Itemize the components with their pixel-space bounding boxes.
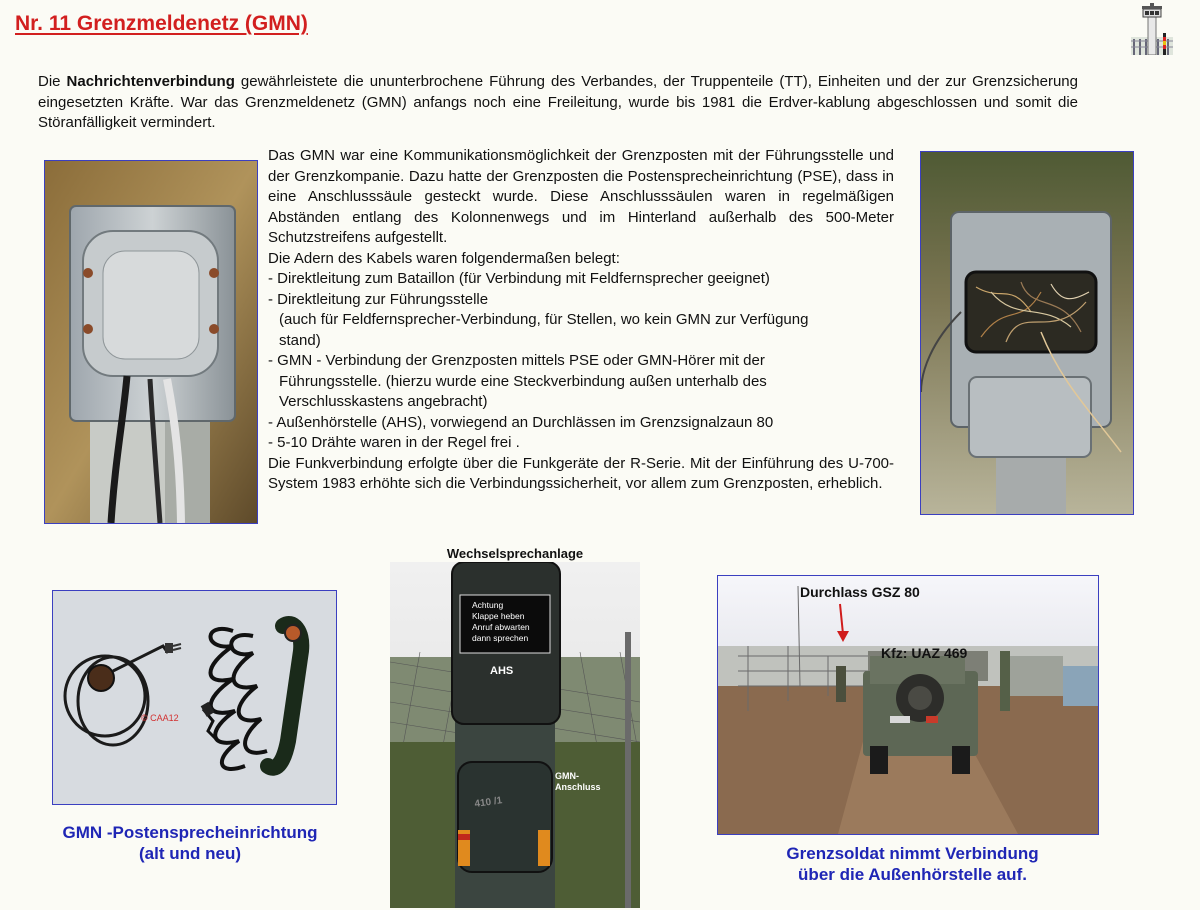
list-item: - Direktleitung zum Bataillon (für Verbindung mit Feldfernsprecher geeignet) — [268, 270, 770, 287]
ahs-label: AHS — [490, 665, 514, 677]
gate-label-kfz: Kfz: UAZ 469 — [881, 645, 968, 661]
list-item-cont: Verschlusskastens angebracht) — [279, 393, 488, 410]
photo-connection-box-closed — [44, 160, 258, 524]
page-title: Nr. 11 Grenzmeldenetz (GMN) — [15, 12, 308, 35]
photo-connection-box-open — [920, 151, 1134, 515]
photo-gate-vehicle — [717, 575, 1099, 835]
body-paragraph-1: Das GMN war eine Kommunikationsmöglichkeit der Grenzposten mit der Führungsstelle und der Grenzkompanie. Dazu hatte der Grenzposten die Postensprecheinrichtung (PSE), dass in eine Anschlusssäule gesteckt wurde. Diese Anschlusssäulen waren in regelmäßigen Abständen entlang des Kolonnenwegs und im Hinterland außerhalb des 500-Meter Schutzstreifens aufgestellt. — [268, 147, 894, 246]
ahs-sign-line: Anruf abwarten — [472, 622, 530, 632]
pse-caption: GMN -Postensprecheinrichtung (alt und neu) — [62, 823, 318, 863]
gmn-connector-label: Anschluss — [555, 782, 601, 792]
photo-ahs-device — [390, 562, 640, 908]
list-item-cont: stand) — [279, 331, 321, 349]
intro-bold-term: Nachrichtenverbindung — [66, 73, 235, 90]
gate-label-durchlass: Durchlass GSZ 80 — [800, 584, 920, 600]
intro-paragraph: Die Nachrichtenverbindung gewährleistete die ununterbrochene Führung des Verbandes, der Truppenteile (TT), Einheiten und der zur Grenzsicherung eingesetzten Kräfte. War das Grenzmeldenetz (GMN) anfangs noch eine Freileitung, wurde bis 1981 die Erdver-kablung abgeschlossen und somit die Störanfälligkeit vermindert. — [38, 73, 1078, 131]
photo-pse-handsets — [52, 590, 337, 805]
gmn-connector-label: GMN- — [555, 771, 579, 781]
ahs-number-plate: 410 /1 — [473, 795, 503, 810]
list-item: - Direktleitung zur Führungsstelle — [268, 290, 489, 308]
list-item: - Außenhörstelle (AHS), vorwiegend an Durchlässen im Grenzsignalzaun 80 — [268, 413, 774, 431]
ahs-photo-title: Wechselsprechanlage — [446, 546, 584, 561]
pse-watermark: © CAA12 — [141, 713, 179, 723]
body-text — [268, 146, 894, 495]
list-intro: Die Adern des Kabels waren folgendermaßen belegt: — [268, 249, 620, 267]
ahs-sign-line: Achtung — [472, 600, 504, 610]
list-item: - GMN - Verbindung der Grenzposten mittels PSE oder GMN-Hörer mit der — [268, 352, 765, 369]
watchtower-logo-icon — [1131, 3, 1173, 55]
ahs-sign-line: Klappe heben — [472, 611, 525, 621]
list-item: - 5-10 Drähte waren in der Regel frei . — [268, 434, 520, 451]
gate-caption: Grenzsoldat nimmt Verbindung über die Außenhörstelle auf. — [786, 844, 1039, 884]
body-paragraph-2: Die Funkverbindung erfolgte über die Funkgeräte der R-Serie. Mit der Einführung des U-700-System 1983 erhöhte sich die Verbindungssicherheit, vor allem zum Grenzposten, erheblich. — [268, 454, 894, 492]
ahs-sign-line: dann sprechen — [472, 633, 529, 643]
list-item-cont: Führungsstelle. (hierzu wurde eine Steckverbindung außen unterhalb des — [279, 372, 767, 390]
list-item-cont: (auch für Feldfernsprecher-Verbindung, für Stellen, wo kein GMN zur Verfügung — [279, 311, 809, 328]
